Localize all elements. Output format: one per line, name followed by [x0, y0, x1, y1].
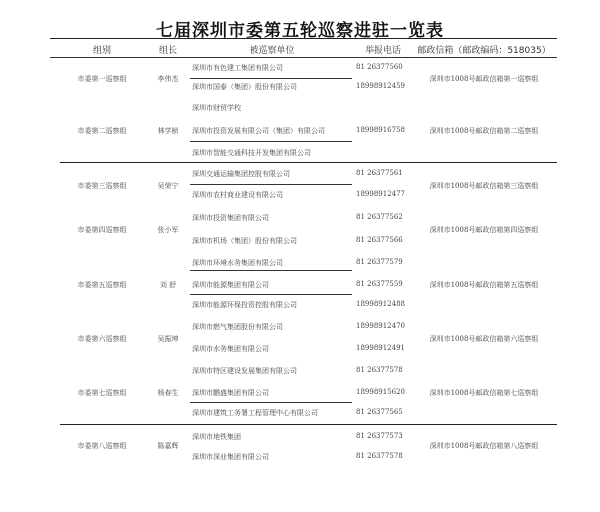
unit-phone: 81 26377579 [356, 258, 403, 266]
unit-phone: 18998912488 [356, 300, 405, 308]
group-name: 市委第一巡察组 [77, 75, 127, 83]
header-unit: 被巡察单位 [249, 46, 295, 56]
unit-name: 深圳市投资发展有限公司（集团）有限公司 [192, 127, 325, 135]
group-leader: 刘 舒 [159, 281, 177, 289]
unit-name: 深圳市燃气集团股份有限公司 [192, 323, 283, 331]
unit-phone: 18998915620 [356, 388, 405, 396]
unit-phone: 18998912491 [356, 344, 405, 352]
unit-phone: 81 26377562 [356, 213, 403, 221]
page-title: 七届深圳市委第五轮巡察进驻一览表 [156, 21, 444, 41]
group-leader: 吴振坤 [157, 335, 179, 343]
group-leader: 吴荣宁 [157, 182, 179, 190]
unit-phone: 18998912470 [356, 322, 405, 330]
group-mail: 深圳市1008号邮政信箱第八巡察组 [429, 442, 539, 450]
unit-name: 深圳市鹏盛集团有限公司 [192, 389, 269, 397]
table-top-rule [50, 38, 557, 39]
group-name: 市委第六巡察组 [77, 335, 127, 343]
unit-phone: 81 26377566 [356, 236, 403, 244]
group-rule [60, 424, 557, 425]
unit-name: 深圳市有色建工集团有限公司 [192, 64, 283, 72]
group-mail: 深圳市1008号邮政信箱第二巡察组 [429, 127, 539, 135]
group-leader: 林学桢 [157, 127, 179, 135]
unit-phone: 81 26377559 [356, 280, 403, 288]
group-name: 市委第二巡察组 [77, 127, 127, 135]
group-mail: 深圳市1008号邮政信箱第四巡察组 [429, 226, 539, 234]
row-rule [190, 402, 352, 403]
unit-name: 深圳市水务集团有限公司 [192, 345, 269, 353]
group-leader: 陈嘉辉 [157, 442, 179, 450]
group-mail: 深圳市1008号邮政信箱第六巡察组 [429, 335, 539, 343]
unit-name: 深圳市智能交通科技开发集团有限公司 [192, 149, 311, 157]
unit-phone: 18998912477 [356, 190, 405, 198]
group-mail: 深圳市1008号邮政信箱第七巡察组 [429, 389, 539, 397]
group-mail: 深圳市1008号邮政信箱第三巡察组 [429, 182, 539, 190]
header-bottom-rule [50, 57, 557, 58]
unit-name: 深圳市投资集团有限公司 [192, 214, 269, 222]
header-group: 组别 [92, 46, 111, 56]
header-leader: 组长 [158, 46, 177, 56]
unit-name: 深圳交通运输集团控股有限公司 [192, 170, 290, 178]
row-rule [190, 270, 352, 271]
unit-name: 深圳市农村商业建设有限公司 [192, 191, 283, 199]
unit-name: 深圳市能源环保投资控股有限公司 [192, 301, 297, 309]
group-rule [60, 162, 557, 163]
group-mail: 深圳市1008号邮政信箱第五巡察组 [429, 281, 539, 289]
group-name: 市委第三巡察组 [77, 182, 127, 190]
unit-phone: 81 26377565 [356, 408, 403, 416]
unit-phone: 18998916758 [356, 126, 405, 134]
group-leader: 张小军 [157, 226, 179, 234]
unit-phone: 18998912459 [356, 82, 405, 90]
unit-phone: 81 26377560 [356, 63, 403, 71]
unit-name: 深圳市财贸学校 [192, 104, 241, 112]
row-rule [190, 141, 352, 142]
group-name: 市委第八巡察组 [77, 442, 127, 450]
unit-phone: 81 26377561 [356, 169, 403, 177]
row-rule [190, 78, 352, 79]
header-phone: 举报电话 [364, 46, 401, 56]
unit-name: 深圳市深业集团有限公司 [192, 453, 269, 461]
unit-phone: 81 26377578 [356, 366, 403, 374]
group-name: 市委第七巡察组 [77, 389, 127, 397]
row-rule [190, 184, 352, 185]
group-leader: 杨春生 [157, 389, 179, 397]
row-rule [190, 294, 352, 295]
unit-name: 深圳市能源集团有限公司 [192, 281, 269, 289]
unit-phone: 81 26377578 [356, 452, 403, 460]
group-name: 市委第四巡察组 [77, 226, 127, 234]
group-leader: 李伟杰 [157, 75, 179, 83]
header-mail: 邮政信箱（邮政编码：518035） [417, 46, 551, 56]
group-name: 市委第五巡察组 [77, 281, 127, 289]
unit-name: 深圳市特区建设发展集团有限公司 [192, 367, 297, 375]
unit-name: 深圳市国泰（集团）股份有限公司 [192, 83, 297, 91]
unit-name: 深圳市建筑工务署工程管理中心有限公司 [192, 409, 318, 417]
unit-name: 深圳市机场（集团）股份有限公司 [192, 237, 297, 245]
unit-name: 深圳市环境水务集团有限公司 [192, 259, 283, 267]
group-mail: 深圳市1008号邮政信箱第一巡察组 [429, 75, 539, 83]
unit-phone: 81 26377573 [356, 432, 403, 440]
unit-name: 深圳市地铁集团 [192, 433, 241, 441]
